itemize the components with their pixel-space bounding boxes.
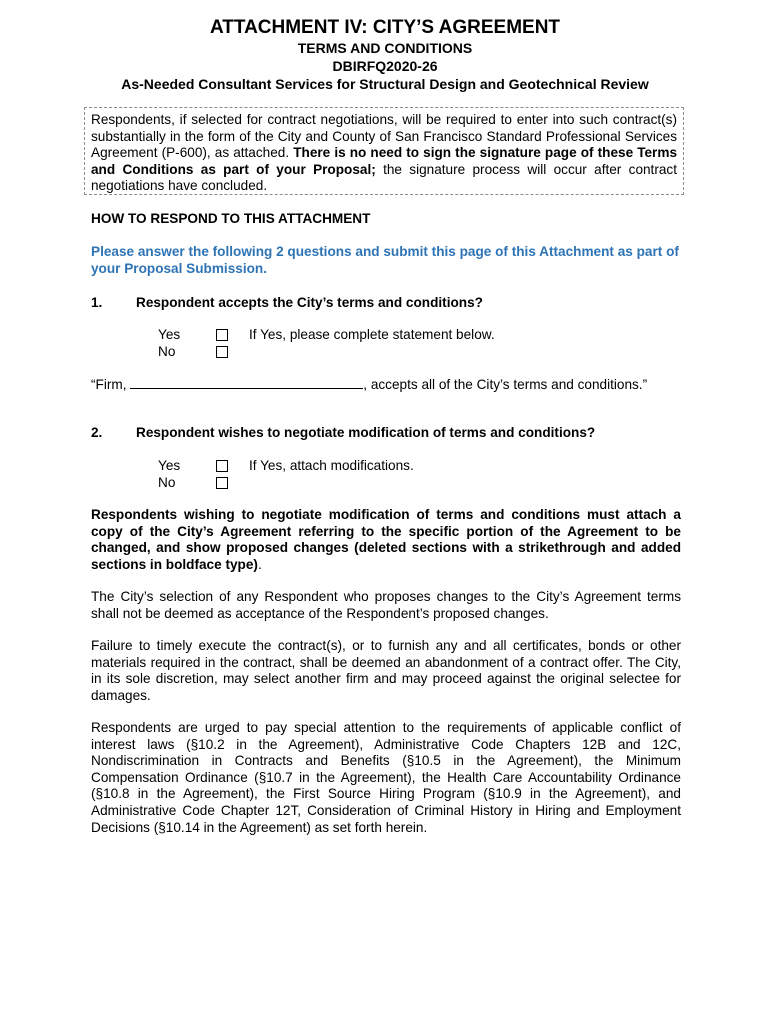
- question-2-text: Respondent wishes to negotiate modification of terms and conditions?: [136, 425, 596, 440]
- question-2-number: 2.: [91, 425, 103, 440]
- firm-name-blank[interactable]: [130, 376, 363, 389]
- question-1-text: Respondent accepts the City’s terms and conditions?: [136, 295, 483, 310]
- modification-bold-text: Respondents wishing to negotiate modification of terms and conditions must attach a copy of the City’s Agreement referring to the specific portion of the Agreement to be changed, and show proposed changes (deleted sections with a strikethrough and added sections in boldface type): [91, 507, 681, 572]
- q2-no-checkbox[interactable]: [216, 477, 228, 489]
- q2-yes-checkbox[interactable]: [216, 460, 228, 472]
- q2-no-label: No: [158, 475, 176, 490]
- selection-paragraph: The City’s selection of any Respondent who proposes changes to the City’s Agreement terms shall not be deemed as acceptance of the Respondent’s proposed changes.: [91, 589, 681, 621]
- firm-statement-suffix: , accepts all of the City’s terms and conditions.”: [363, 377, 648, 392]
- q1-yes-note: If Yes, please complete statement below.: [249, 327, 495, 342]
- notice-box: [84, 107, 684, 195]
- q2-yes-note: If Yes, attach modifications.: [249, 458, 414, 473]
- how-to-heading: HOW TO RESPOND TO THIS ATTACHMENT: [91, 211, 371, 226]
- notice-text-end: the signature process will occur after contract negotiations have concluded.: [91, 161, 677, 194]
- q1-yes-label: Yes: [158, 327, 181, 342]
- failure-paragraph: Failure to timely execute the contract(s), or to furnish any and all certificates, bonds or other materials required in the contract, shall be deemed an abandonment of a contract offer. The City, in its sole discretion, may select another firm and may proceed against the original selectee for damages.: [91, 638, 681, 703]
- modification-paragraph: [91, 507, 681, 573]
- subtitle-rfq-number: DBIRFQ2020-26: [332, 58, 438, 74]
- notice-bold-text: There is no need to sign the signature page of these Terms and Conditions as part of your Proposal;: [91, 145, 677, 177]
- subtitle-services: As-Needed Consultant Services for Structural Design and Geotechnical Review: [121, 76, 649, 92]
- q1-no-checkbox[interactable]: [216, 346, 228, 358]
- instruction-text: Please answer the following 2 questions and submit this page of this Attachment as part of your Proposal Submission.: [91, 244, 679, 276]
- notice-text: Respondents, if selected for contract negotiations, will be required to enter into such contract(s) substantially in the form of the City and County of San Francisco Standard Professional Services Agreement (P-600), as attached.: [91, 112, 677, 161]
- q1-yes-checkbox[interactable]: [216, 329, 228, 341]
- firm-statement: [91, 376, 681, 394]
- subtitle-terms: TERMS AND CONDITIONS: [297, 40, 473, 56]
- page-title: ATTACHMENT IV: CITY’S AGREEMENT: [209, 17, 561, 38]
- urge-paragraph: Respondents are urged to pay special attention to the requirements of applicable conflict of interest laws (§10.2 in the Agreement), Administrative Code Chapters 12B and 12C, Nondiscrimination in Contracts and Benefits (§10.5 in the Agreement), the Minimum Compensation Ordinance (§10.7 in the Agreement), the Health Care Accountability Ordinance (§10.8 in the Agreement), the First Source Hiring Program (§10.9 in the Agreement), and Administrative Code Chapter 12T, Consideration of Criminal History in Hiring and Employment Decisions (§10.14 in the Agreement) as set forth herein.: [91, 720, 681, 835]
- modification-end: .: [257, 556, 262, 572]
- question-1-number: 1.: [91, 295, 103, 310]
- firm-statement-prefix: “Firm,: [91, 377, 131, 392]
- q2-yes-label: Yes: [158, 458, 181, 473]
- q1-no-label: No: [158, 344, 176, 359]
